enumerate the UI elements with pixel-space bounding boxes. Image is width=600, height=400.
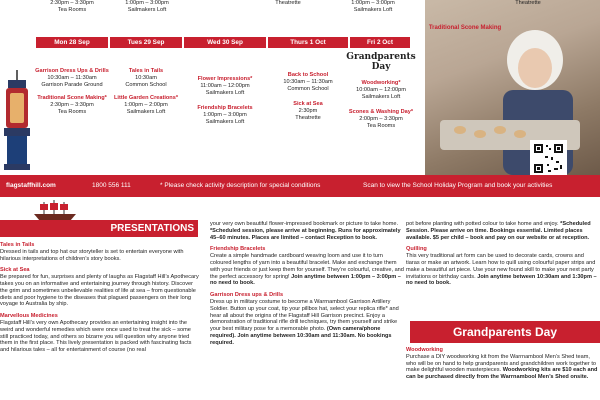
section-text: Create a simple handmade cardboard weaving loom and use it to turn coloured lengths of yarn into a beautiful bracelet. Make and exchange them with your friends or just keep them for yourself. They’re colourful, creative, and the perfect accessory for spring! bbox=[210, 253, 404, 280]
section-title: Quilling bbox=[406, 246, 427, 253]
presentations-heading: PRESENTATIONS bbox=[0, 220, 198, 237]
activity-time: 10:00am – 12:00pm bbox=[356, 87, 406, 93]
activities-column-3 bbox=[406, 221, 598, 287]
photo-caption: Traditional Scone Making bbox=[428, 25, 502, 31]
section-text: Dress up in military costume to become a Warrnambool Garrison Artillery Soldier. Button up your coat, tip your pillbox hat, select your replica rifle* and hear all about the origins of the Flagstaff Hill Garrison precinct. Enjoy a demonstration of traditional rifle drill techniques, try them yourself and strike your best military pose for a memorable photo. bbox=[210, 298, 399, 333]
prev-time: Theatrette bbox=[515, 0, 541, 6]
thu-activities bbox=[268, 72, 348, 122]
section-title: Woodworking bbox=[406, 347, 443, 353]
prev-time: 1:00pm – 3:00pm bbox=[351, 0, 395, 6]
scan-instruction: Scan to view the School Holiday Program and book your activities bbox=[363, 182, 553, 189]
section-bold-text: $5 per child – book and pay on our website or at reception. bbox=[432, 234, 590, 241]
day-header-fri: Fri 2 Oct bbox=[350, 37, 410, 48]
section-title: Tales in Tails bbox=[0, 242, 35, 248]
activity-time: 1:00pm – 3:00pm bbox=[203, 112, 247, 118]
prev-time: Theatrette bbox=[275, 0, 301, 6]
prev-time: 2:30pm – 3:30pm bbox=[50, 0, 94, 6]
section-text: Flagstaff Hill’s very own Apothecary provides an entertaining insight into the weird and wonderful remedies which were once used to treat the sick – some still practiced today, and others so bizarre you will question why anyone tried them in the first place. This lively presentation is packed with fascinating facts and hilarious tales – all for entertainment of course (no real bbox=[0, 319, 192, 354]
activity-title[interactable]: Back to School bbox=[287, 72, 329, 78]
activity-place: Sailmakers Loft bbox=[361, 94, 401, 100]
tue-activities bbox=[110, 68, 182, 116]
prev-row-fri bbox=[488, 0, 568, 7]
schedule-panel bbox=[0, 0, 600, 197]
ship-icon bbox=[32, 200, 78, 222]
phone-number[interactable]: 1800 556 111 bbox=[92, 182, 131, 189]
activity-title[interactable]: Tales in Tails bbox=[128, 68, 164, 74]
activity-place: Common School bbox=[125, 82, 167, 88]
section-text: pot before planting with potted colour to take home and enjoy. bbox=[406, 221, 559, 227]
prev-place: Tea Rooms bbox=[57, 7, 87, 13]
section-bold-text: *Scheduled Session. Please arrive on time. Bookings essential. Limited places available. bbox=[406, 221, 591, 241]
special-conditions-note: * Please check activity description for special conditions bbox=[160, 182, 321, 189]
section-bold-text: (Own camera/phone required). Join anytime between 10:30am and 11:30am. No bookings required. bbox=[210, 326, 392, 346]
activity-time: 10:30am – 11:30am bbox=[283, 79, 333, 85]
activity-title[interactable]: Little Garden Creations* bbox=[113, 95, 179, 101]
section-title: Garrison Dress ups & Drills bbox=[210, 292, 284, 299]
prev-place: Sailmakers Loft bbox=[127, 7, 167, 13]
section-text: This very traditional art form can be used to decorate cards, crowns and tiaras or make an artwork. Learn how to quill using colourful paper strips and make a beautiful art piece. Use your new found skill to make your next party invitations or birthday cards. bbox=[406, 253, 596, 280]
section-bold-text: *Scheduled session, please arrive at beginning. Runs for approximately 45–60 minutes. Places are limited – contact Reception to book. bbox=[210, 227, 401, 241]
section-title: Sick at Sea bbox=[0, 267, 30, 274]
section-text: Purchase a DIY woodworking kit from the Warrnambool Men’s Shed team, who will be on hand to help grandparents and grandchildren work together to make delightful wooden masterpieces. bbox=[406, 353, 597, 374]
activity-time: 1:00pm – 2:00pm bbox=[124, 102, 168, 108]
section-text: Be prepared for fun, surprises and plenty of laughs as Flagstaff Hill’s Apothecary takes you on an informative and entertaining journey through history. Discover the grim and sometimes unbelievable realities of life at sea – from questionable diets and poor hygiene to the diseases that plagued passengers on their long voyage to Australia by ship. bbox=[0, 274, 199, 308]
section-text: your very own beautiful flower-impressed bookmark or picture to take home. bbox=[210, 221, 399, 227]
activity-time: 2:00pm – 3:30pm bbox=[359, 116, 403, 122]
section-title: Marvellous Medicines bbox=[0, 313, 58, 320]
prev-row-mon bbox=[36, 0, 108, 14]
activity-time: 11:00am – 12:00pm bbox=[200, 83, 250, 89]
qr-icon bbox=[532, 142, 565, 175]
grandparents-column bbox=[406, 347, 598, 381]
lantern-icon bbox=[0, 70, 34, 175]
activity-time: 2:30pm bbox=[298, 108, 318, 114]
activity-time: 2:30pm – 3:30pm bbox=[50, 102, 94, 108]
activity-place: Sailmakers Loft bbox=[205, 90, 245, 96]
activity-place: Tea Rooms bbox=[57, 109, 87, 115]
activity-place: Garrison Parade Ground bbox=[41, 82, 103, 88]
activity-title[interactable]: Garrison Dress Ups & Drills bbox=[35, 68, 109, 74]
grandparents-day-title: Grandparents Day bbox=[346, 52, 416, 72]
activity-place: Theatrette bbox=[295, 115, 321, 121]
section-bold-text: Join anytime between 10:30am and 1:30pm – no need to book. bbox=[406, 273, 597, 287]
activity-time: 10:30am – 11:30am bbox=[47, 75, 97, 81]
activity-place: Common School bbox=[287, 86, 329, 92]
activity-title[interactable]: Flower Impressions* bbox=[197, 76, 253, 82]
day-header-tue: Tues 29 Sep bbox=[110, 37, 182, 48]
prev-place: Sailmakers Loft bbox=[353, 7, 393, 13]
fri-activities bbox=[340, 52, 422, 130]
prev-row-tue bbox=[112, 0, 182, 14]
prev-row-wed bbox=[258, 0, 318, 7]
qr-code[interactable] bbox=[530, 140, 567, 177]
activity-place: Sailmakers Loft bbox=[205, 119, 245, 125]
section-bold-text: Join anytime between 1:00pm – 3:00pm – no need to book. bbox=[210, 273, 401, 287]
activity-place: Tea Rooms bbox=[366, 123, 396, 129]
activity-title[interactable]: Sick at Sea bbox=[293, 101, 323, 107]
activity-time: 10:30am bbox=[135, 75, 157, 81]
activity-title[interactable]: Scones & Washing Day* bbox=[348, 109, 414, 115]
activity-title[interactable]: Friendship Bracelets bbox=[197, 105, 253, 111]
prev-row-thu bbox=[338, 0, 408, 14]
day-header-mon: Mon 28 Sep bbox=[36, 37, 108, 48]
mon-activities bbox=[34, 68, 110, 116]
activity-title[interactable]: Woodworking* bbox=[361, 80, 401, 86]
prev-time: 1:00pm – 3:00pm bbox=[125, 0, 169, 6]
section-text: Dressed in tails and top hat our storyteller is set to entertain everyone with hilarious interpretations of children’s story books. bbox=[0, 248, 184, 262]
footer-bar bbox=[0, 175, 600, 197]
section-bold-text: Woodworking kits are $10 each and can be purchased directly from the Warrnambool Men’s Shed onsite. bbox=[406, 367, 598, 381]
section-title: Friendship Bracelets bbox=[210, 246, 266, 253]
presentations-column bbox=[0, 242, 200, 354]
day-header-thu: Thurs 1 Oct bbox=[268, 37, 348, 48]
activities-column-2 bbox=[210, 221, 405, 347]
activity-place: Sailmakers Loft bbox=[126, 109, 166, 115]
activity-title[interactable]: Traditional Scone Making* bbox=[37, 95, 107, 101]
grandparents-day-heading: Grandparents Day bbox=[410, 321, 600, 343]
website-link[interactable]: flagstaffhill.com bbox=[6, 182, 56, 189]
day-header-wed: Wed 30 Sep bbox=[184, 37, 266, 48]
wed-activities bbox=[184, 76, 266, 126]
